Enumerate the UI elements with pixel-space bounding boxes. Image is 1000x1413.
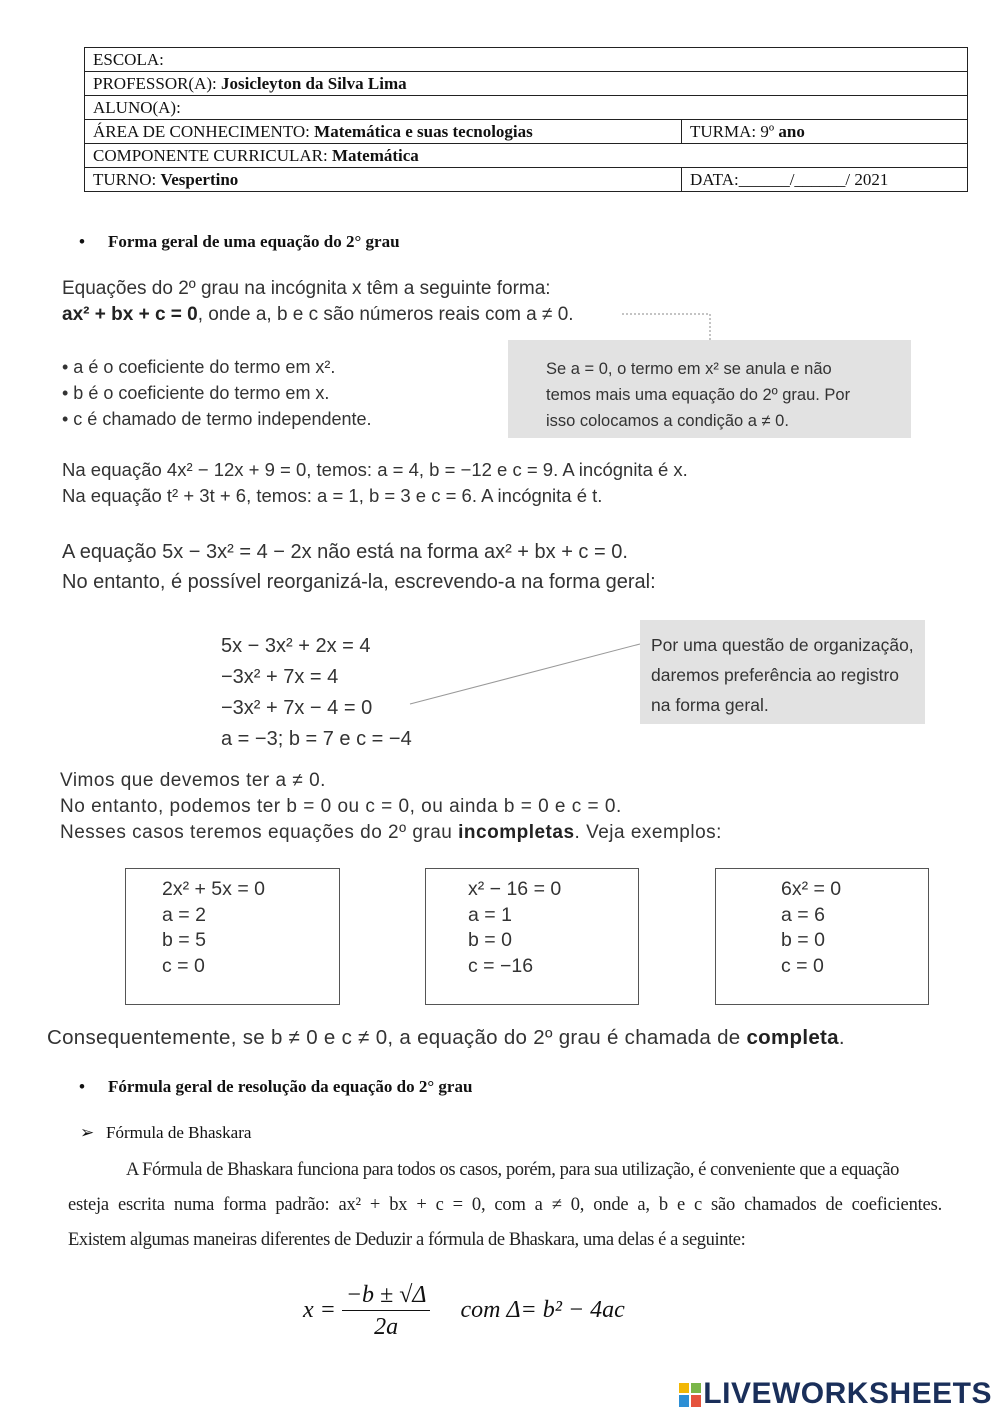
turno-cell: TURNO: Vespertino [85, 168, 682, 192]
arrow-bullet-icon: ➢ [80, 1123, 95, 1142]
note2-leader [408, 640, 643, 710]
bhaskara-formula [303, 1280, 625, 1343]
box3-equation: 6x² = 0 [781, 878, 842, 900]
note1-line3: isso colocamos a condição a ≠ 0. [546, 412, 789, 430]
box2-b: b = 0 [468, 929, 512, 951]
complete-line: Consequentemente, se b ≠ 0 e c ≠ 0, a equação do 2º grau é chamada de completa. [47, 1026, 845, 1049]
bhaskara-subtitle: Fórmula de Bhaskara [106, 1123, 252, 1142]
example-line-2: Na equação t² + 3t + 6, temos: a = 1, b = 3 e c = 6. A incógnita é t. [62, 485, 603, 506]
intro-line: Equações do 2º grau na incógnita x têm a seguinte forma: [62, 278, 551, 299]
example-box-3 [715, 868, 929, 1005]
box1-equation: 2x² + 5x = 0 [162, 878, 265, 900]
subtitle-row [80, 1123, 251, 1143]
liveworksheets-logo [679, 1377, 992, 1411]
box2-equation: x² − 16 = 0 [468, 878, 562, 900]
escola-cell: ESCOLA: [85, 48, 968, 72]
reorg-line-2: No entanto, é possível reorganizá-la, escrevendo-a na forma geral: [62, 571, 656, 593]
aluno-cell: ALUNO(A): [85, 96, 968, 120]
incomplete-paragraph [60, 768, 722, 846]
formula-denominator: 2a [374, 1314, 399, 1340]
note2-line2: daremos preferência ao registro [651, 665, 900, 685]
bullet-b: • b é o coeficiente do termo em x. [62, 383, 330, 403]
formula-numerator: −b ± √Δ [342, 1280, 431, 1311]
bullet-c: • c é chamado de termo independente. [62, 409, 372, 429]
section1-title: • Forma geral de uma equação do 2° grau [108, 232, 400, 252]
incomplete-line-2: No entanto, podemos ter b = 0 ou c = 0, ou ainda b = 0 e c = 0. [60, 796, 622, 817]
general-form-line [62, 304, 574, 326]
example-box-2 [425, 868, 639, 1005]
note-organization [640, 620, 925, 724]
step-1: 5x − 3x² + 2x = 4 [221, 635, 371, 657]
note-a-zero [508, 340, 911, 438]
step-2: −3x² + 7x = 4 [221, 666, 339, 688]
example-line-1: Na equação 4x² − 12x + 9 = 0, temos: a = 4, b = −12 e c = 9. A incógnita é x. [62, 459, 688, 480]
box3-b: b = 0 [781, 929, 825, 951]
section2-title: • Fórmula geral de resolução da equação do 2° grau [108, 1077, 472, 1097]
logo-text: LIVEWORKSHEETS [703, 1377, 992, 1410]
note2-line1: Por uma questão de organização, [651, 635, 914, 655]
box2-a: a = 1 [468, 903, 512, 926]
box1-c: c = 0 [162, 954, 205, 977]
note1-line1: Se a = 0, o termo em x² se anula e não [546, 360, 832, 378]
example-box-1 [125, 868, 340, 1005]
para-line-2: esteja escrita numa forma padrão: ax² + bx + c = 0, com a ≠ 0, onde a, b e c são chamados de coeficientes. [68, 1195, 942, 1215]
box2-c: c = −16 [468, 954, 534, 977]
step-4: a = −3; b = 7 e c = −4 [221, 728, 412, 750]
box1-a: a = 2 [162, 903, 206, 926]
formula-lhs: x = [303, 1297, 336, 1324]
general-form-bold: ax² + bx + c = 0 [62, 304, 198, 325]
formula-discriminant: com Δ= b² − 4ac [460, 1297, 625, 1324]
header-table [84, 47, 968, 192]
componente-cell: COMPONENTE CURRICULAR: Matemática [85, 144, 968, 168]
para-line-3: Existem algumas maneiras diferentes de Deduzir a fórmula de Bhaskara, uma delas é a seguinte: [68, 1230, 746, 1250]
box1-b: b = 5 [162, 929, 206, 951]
turma-cell: TURMA: 9º ano [682, 120, 968, 144]
para-line-1: A Fórmula de Bhaskara funciona para todos os casos, porém, para sua utilização, é conveniente que a equação [126, 1160, 899, 1180]
reorg-steps [221, 631, 412, 755]
incomplete-line-1: Vimos que devemos ter a ≠ 0. [60, 770, 326, 791]
coefficient-bullets [62, 354, 372, 432]
note2-line3: na forma geral. [651, 695, 769, 715]
box3-c: c = 0 [781, 954, 824, 977]
bhaskara-paragraph [68, 1153, 942, 1258]
step-3: −3x² + 7x − 4 = 0 [221, 697, 373, 719]
box3-a: a = 6 [781, 903, 825, 926]
professor-cell: PROFESSOR(A): Josicleyton da Silva Lima [85, 72, 968, 96]
incomplete-line-3: Nesses casos teremos equações do 2º grau incompletas. Veja exemplos: [60, 822, 722, 843]
note1-line2: temos mais uma equação do 2º grau. Por [546, 386, 851, 404]
note1-leader [620, 310, 720, 342]
area-cell: ÁREA DE CONHECIMENTO: Matemática e suas tecnologias [85, 120, 682, 144]
reorg-line-1: A equação 5x − 3x² = 4 − 2x não está na forma ax² + bx + c = 0. [62, 541, 628, 563]
liveworksheets-logo-icon [679, 1383, 701, 1407]
data-cell: DATA:______/______/ 2021 [682, 168, 968, 192]
bullet-a: • a é o coeficiente do termo em x². [62, 357, 336, 377]
formula-fraction [342, 1280, 431, 1343]
general-form-rest: , onde a, b e c são números reais com a ≠ 0. [197, 304, 574, 325]
